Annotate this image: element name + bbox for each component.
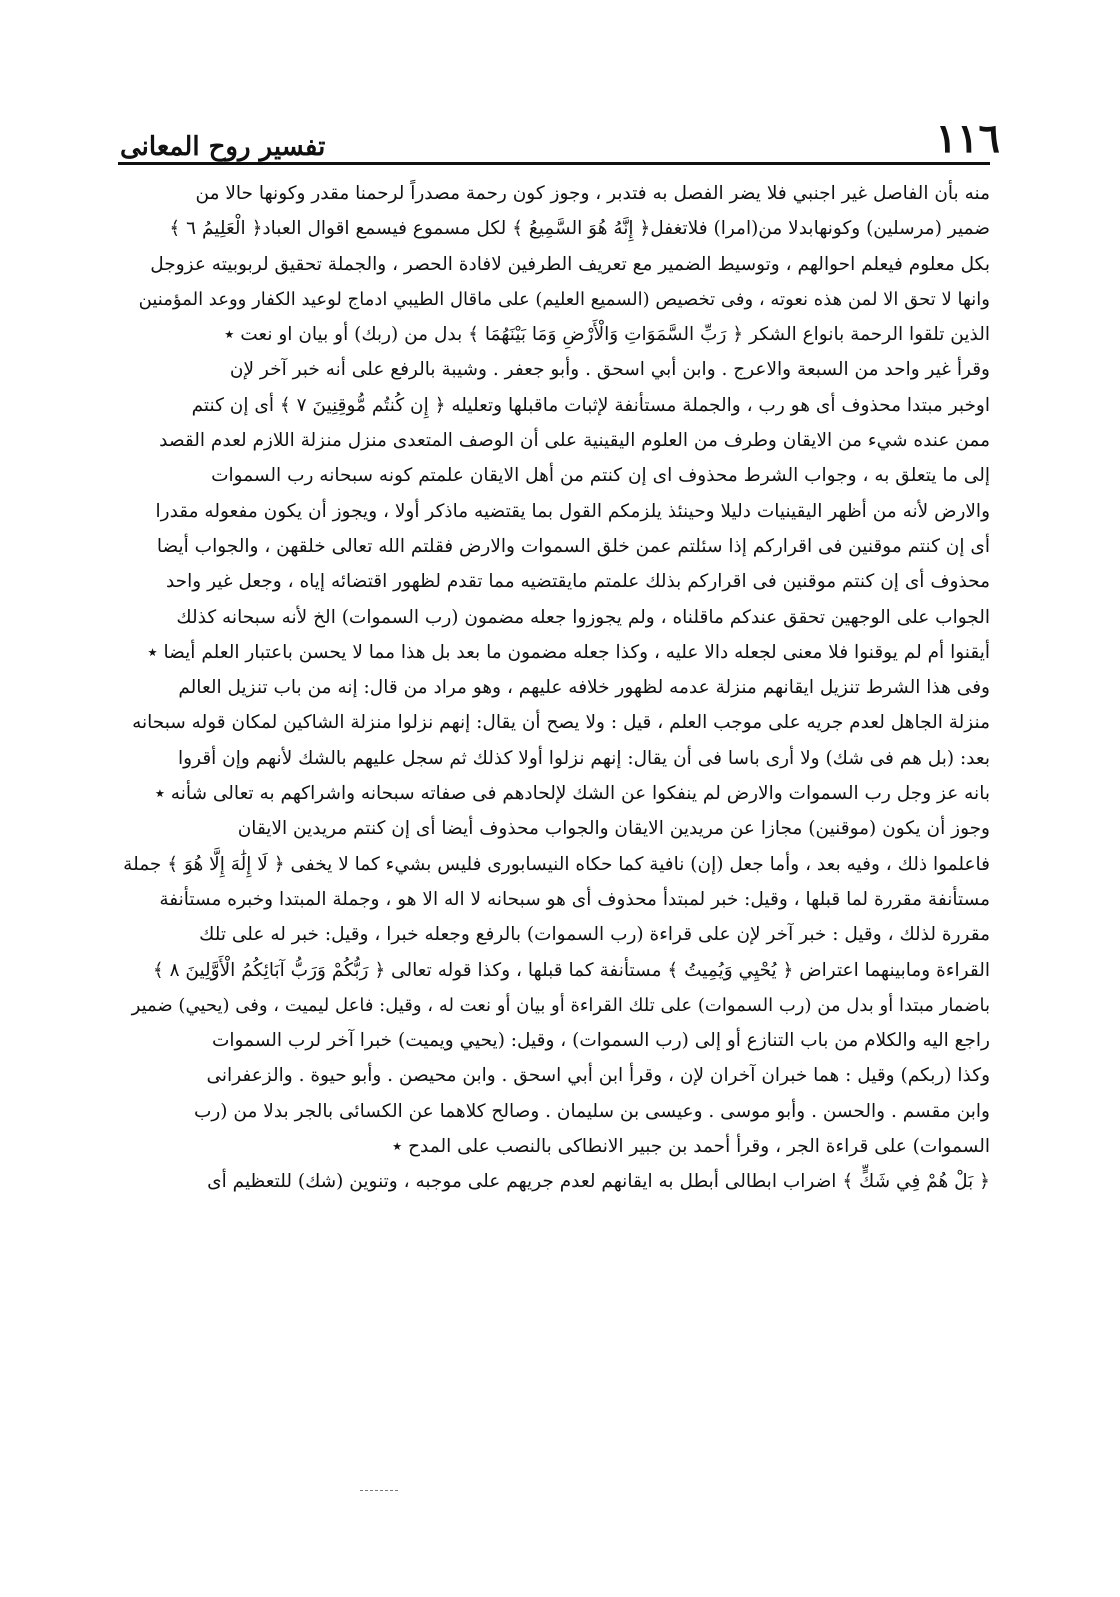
text-line: ﴿ بَلْ هُمْ فِي شَكٍّ ﴾ اضراب ابطالى أبطل به ايقانهم لعدم جريهم على موجبه ، وتنوين (شك) للتعظيم أى: [207, 1171, 990, 1193]
text-line: ممن عنده شيء من الايقان وطرف من العلوم اليقينية على أن الوصف المتعدى منزل منزلة اللازم لعدم القصد: [159, 430, 990, 452]
text-line: القراءة ومابينهما اعتراض ﴿ يُحْيِي وَيُمِيتُ ﴾ مستأنفة كما قبلها ، وكذا قوله تعالى ﴿ رَبُّكُمْ وَرَبُّ آبَائِكُمُ الْأَوَّلِينَ ٨ ﴾: [152, 959, 990, 981]
text-line: منزلة الجاهل لعدم جريه على موجب العلم ، قيل : ولا يصح أن يقال: إنهم نزلوا منزلة الشاكين لمكان قوله سبحانه: [132, 712, 990, 734]
text-line: الذين تلقوا الرحمة بانواع الشكر ﴿ رَبِّ السَّمَوَاتِ وَالْأَرْضِ وَمَا بَيْنَهُمَا ﴾ بدل من (ربك) أو بيان او نعت ٭: [224, 324, 990, 346]
page-number: ١١٦: [935, 115, 1000, 162]
text-line: السموات) على قراءة الجر ، وقرأ أحمد بن جبير الانطاكى بالنصب على المدح ٭: [392, 1136, 990, 1158]
text-line: منه بأن الفاصل غير اجنبي فلا يضر الفصل به فتدبر ، وجوز كون رحمة مصدراً لرحمنا مقدر وكونها حالا من: [195, 183, 990, 204]
page-title: تفسير روح المعانى: [120, 132, 326, 162]
text-line: بانه عز وجل رب السموات والارض لم ينفكوا عن الشك لإلحادهم فى صفاته سبحانه واشراكهم به تعالى شأنه ٭: [154, 783, 990, 805]
text-line: وكذا (ربكم) وقيل : هما خبران آخران لإن ، وقرأ ابن أبي اسحق . وابن محيصن . وأبو حيوة . والزعفرانى: [206, 1065, 990, 1087]
body-text: [118, 176, 990, 1200]
text-line: ضمير (مرسلين) وكونهابدلا من(امرا) فلاتغفل﴿ إِنَّهُ هُوَ السَّمِيعُ ﴾ لكل مسموع فيسمع اقوال العباد﴿ الْعَلِيمُ ٦ ﴾: [169, 218, 990, 240]
text-line: الجواب على الوجهين تحقق عندكم ماقلناه ، ولم يجوزوا جعله مضمون (رب السموات) الخ لأنه سبحانه كذلك: [176, 606, 990, 628]
text-line: وابن مقسم . والحسن . وأبو موسى . وعيسى بن سليمان . وصالح كلاهما عن الكسائى بالجر بدلا من (رب: [193, 1100, 990, 1122]
text-line: وقرأ غير واحد من السبعة والاعرج . وابن أبي اسحق . وأبو جعفر . وشيبة بالرفع على أنه خبر آخر لإن: [229, 359, 990, 381]
text-line: بعد: (بل هم فى شك) ولا أرى باسا فى أن يقال: إنهم نزلوا أولا كذلك ثم سجل عليهم بالشك لأنهم وإن أقروا: [178, 747, 990, 769]
text-line: وجوز أن يكون (موقنين) مجازا عن مريدين الايقان والجواب محذوف أيضا أى إن كنتم مريدين الايقان: [237, 818, 990, 840]
text-line: أى إن كنتم موقنين فى اقراركم إذا سئلتم عمن خلق السموات والارض فقلتم الله تعالى خلقهن ، والجواب أيضا: [156, 535, 990, 557]
text-line: والارض لأنه من أظهر اليقينيات دليلا وحينئذ يلزمكم القول بما يقتضيه ماذكر أولا ، ويجوز أن يكون مفعوله مقدرا: [155, 500, 990, 522]
header-rule: [118, 162, 990, 165]
text-line: باضمار مبتدا أو بدل من (رب السموات) على تلك القراءة أو بيان أو نعت له ، وقيل: فاعل ليميت ، وفى (يحيي) ضمير: [131, 994, 990, 1016]
text-line: فاعلموا ذلك ، وفيه بعد ، وأما جعل (إن) نافية كما حكاه النيسابورى فليس بشيء كما لا يخفى ﴿ لَا إِلَٰهَ إِلَّا هُوَ ﴾ جملة: [123, 853, 990, 875]
text-line: محذوف أى إن كنتم موقنين فى اقراركم بذلك علمتم مايقتضيه مما تقدم لظهور اقتضائه إياه ، وجعل غير واحد: [165, 571, 990, 593]
text-line: وانها لا تحق الا لمن هذه نعوته ، وفى تخصيص (السميع العليم) على ماقال الطيبي ادماج لوعيد الكفار ووعد المؤمنين: [138, 288, 990, 310]
footer-mark: [360, 1490, 398, 1491]
text-line: إلى ما يتعلق به ، وجواب الشرط محذوف اى إن كنتم من أهل الايقان علمتم كونه سبحانه رب السموات: [211, 465, 990, 487]
text-line: أيقنوا أم لم يوقنوا فلا معنى لجعله دالا عليه ، وكذا جعله مضمون ما بعد بل هذا مما لا يحسن باعتبار العلم أيضا ٭: [147, 641, 990, 663]
text-line: مستأنفة مقررة لما قبلها ، وقيل: خبر لمبتدأ محذوف أى هو سبحانه لا اله الا هو ، وجملة المبتدا وخبره مستأنفة: [159, 888, 990, 910]
page-header: [120, 115, 1000, 162]
text-line: راجع اليه والكلام من باب التنازع أو إلى (رب السموات) ، وقيل: (يحيي ويميت) خبرا آخر لرب السموات: [211, 1030, 990, 1052]
text-line: مقررة لذلك ، وقيل : خبر آخر لإن على قراءة (رب السموات) بالرفع وجعله خبرا ، وقيل: خبر له على تلك: [199, 924, 990, 946]
text-line: بكل معلوم فيعلم احوالهم ، وتوسيط الضمير مع تعريف الطرفين لافادة الحصر ، والجملة تحقيق لربوبيته عزوجل: [150, 253, 990, 275]
text-line: وفى هذا الشرط تنزيل ايقانهم منزلة عدمه لظهور خلافه عليهم ، وهو مراد من قال: إنه من باب تنزيل العالم: [178, 677, 990, 699]
text-line: اوخبر مبتدا محذوف أى هو رب ، والجملة مستأنفة لإثبات ماقبلها وتعليله ﴿ إِن كُنتُم مُّوقِنِينَ ٧ ﴾ أى إن كنتم: [191, 394, 990, 416]
